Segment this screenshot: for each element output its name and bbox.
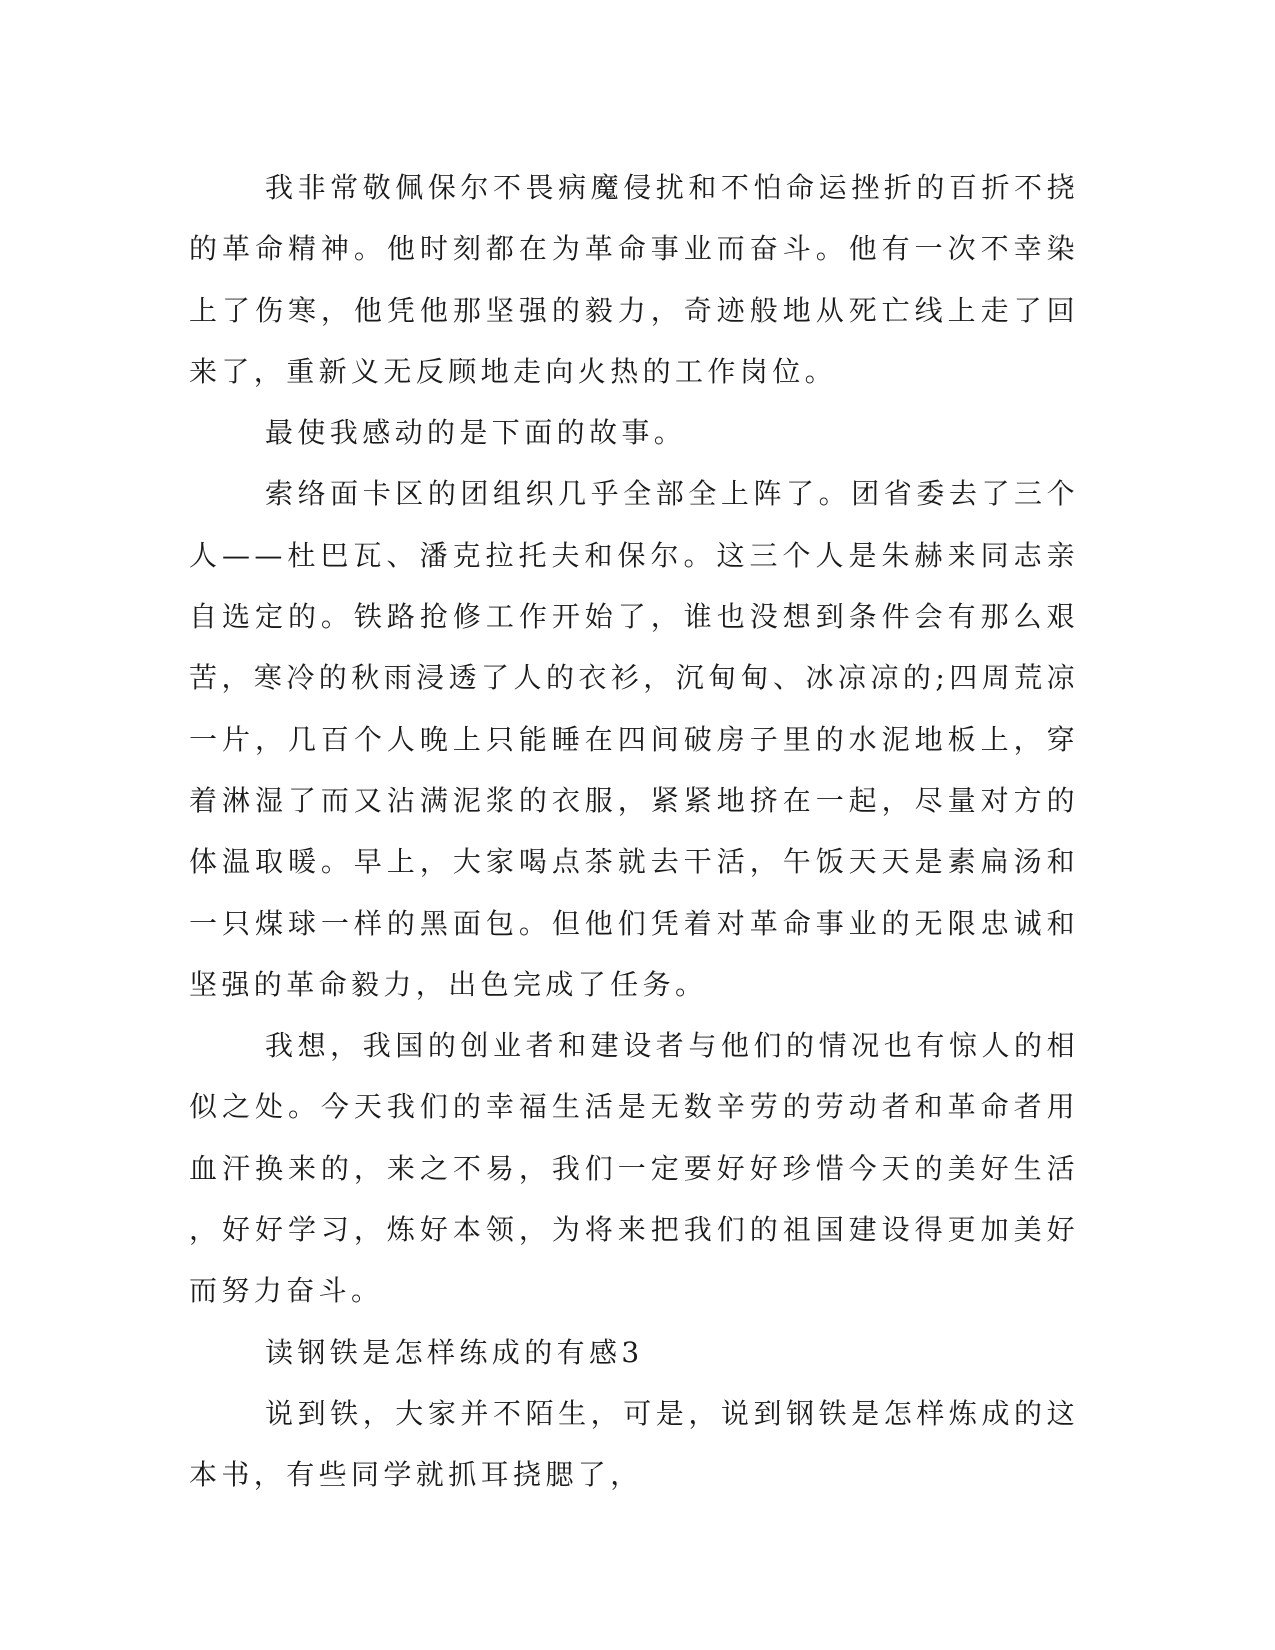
section-heading: 读钢铁是怎样练成的有感3 <box>265 1335 644 1369</box>
paragraph-railway-story: 索络面卡区的团组织几乎全部全上阵了。团省委去了三个人——杜巴瓦、潘克拉托夫和保尔。这三个人是朱赫来同志亲自选定的。铁路抢修工作开始了，谁也没想到条件会有那么艰苦，寒冷的秋雨浸透了人的衣衫，沉甸甸、冰凉凉的;四周荒凉一片，几百个人晚上只能睡在四间破房子里的水泥地板上，穿着淋湿了而又沾满泥浆的衣服，紧紧地挤在一起，尽量对方的体温取暖。早上，大家喝点茶就去干活，午饭天天是素扁汤和一只煤球一样的黑面包。但他们凭着对革命事业的无限忠诚和坚强的革命毅力，出色完成了任务。 <box>189 477 1079 1001</box>
paragraph-most-moving: 最使我感动的是下面的故事。 <box>265 416 687 450</box>
document-body <box>189 157 1079 1506</box>
paragraph-reflection: 我想，我国的创业者和建设者与他们的情况也有惊人的相似之处。今天我们的幸福生活是无数辛劳的劳动者和革命者用血汗换来的，来之不易，我们一定要好好珍惜今天的美好生活，好好学习，炼好本领，为将来把我们的祖国建设得更加美好而努力奋斗。 <box>189 1029 1079 1308</box>
paragraph-intro: 说到铁，大家并不陌生，可是，说到钢铁是怎样炼成的这本书，有些同学就抓耳挠腮了， <box>189 1396 1079 1492</box>
paragraph-admiration: 我非常敬佩保尔不畏病魔侵扰和不怕命运挫折的百折不挠的革命精神。他时刻都在为革命事业而奋斗。他有一次不幸染上了伤寒，他凭他那坚强的毅力，奇迹般地从死亡线上走了回来了，重新义无反顾地走向火热的工作岗位。 <box>189 171 1079 388</box>
